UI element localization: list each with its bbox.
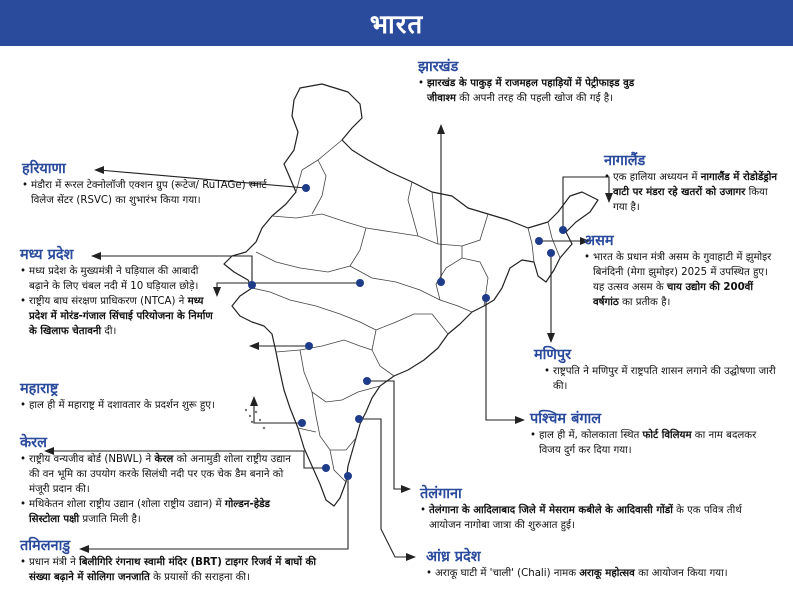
item-maharashtra-1 xyxy=(20,398,238,413)
marker-jharkhand xyxy=(437,278,445,286)
marker-andhra-pradesh xyxy=(355,415,363,423)
item-text: का प्रतीक है। xyxy=(618,297,671,308)
marker-maharashtra xyxy=(305,342,313,350)
item-madhya-pradesh-1 xyxy=(20,264,220,294)
item-bold: केरल xyxy=(154,454,174,465)
item-bold: गोल्डन-हेडेड सिस्टोला पक्षी xyxy=(29,499,271,525)
item-text: राष्ट्रीय बाघ संरक्षण प्राधिकरण (NTCA) ने xyxy=(29,296,188,307)
item-text: एक हालिया अध्ययन में xyxy=(613,172,701,183)
item-bold: फोर्ट विलियम xyxy=(642,430,692,441)
marker-haryana xyxy=(302,184,310,192)
callout-nagaland xyxy=(604,152,782,215)
callout-haryana xyxy=(22,160,268,208)
item-west-bengal-1 xyxy=(530,428,770,458)
item-text: राष्ट्रपति ने मणिपुर में राष्ट्रपति शासन लगाने की उद्घोषणा जारी की। xyxy=(553,366,776,392)
item-tamil-nadu-1 xyxy=(20,555,332,585)
region-name-west-bengal: पश्चिम बंगाल xyxy=(530,411,602,427)
region-name-manipur: मणिपुर xyxy=(534,347,572,363)
region-name-nagaland: नागालैंड xyxy=(604,153,646,169)
item-text: मंडौरा में रूरल टेक्नोलॉजी एक्शन ग्रुप (रूटेज/ RuTAGe) स्मार्ट विलेज सेंटर (RSVC) का शुभारंभ किया गया। xyxy=(31,180,267,206)
item-text: राष्ट्रीय वन्यजीव बोर्ड (NBWL) ने xyxy=(29,454,155,465)
item-assam-1 xyxy=(584,250,782,310)
item-text: के प्रयासों की सराहना की। xyxy=(149,572,250,583)
region-name-telangana: तेलंगाना xyxy=(420,486,462,502)
region-name-haryana: हरियाणा xyxy=(22,161,66,177)
item-text: मध्य प्रदेश के मुख्यमंत्री ने घड़ियाल की आबादी बढ़ाने के लिए चंबल नदी में 10 घड़ियाल छोड़े। xyxy=(29,266,199,292)
item-bold: मध्य प्रदेश में मोरंड-गंजाल सिंचाई परियोजना के निर्माण के खिलाफ चेतावनी xyxy=(29,296,213,337)
marker-kerala-2 xyxy=(322,464,330,472)
callout-jharkhand xyxy=(418,58,656,106)
item-bold: झारखंड के पाकुड़ में राजमहल पहाड़ियों में पेट्रीफाइड वुड जीवाश्म xyxy=(427,78,635,104)
marker-assam xyxy=(535,237,543,245)
item-telangana-1 xyxy=(420,503,770,533)
callout-madhya-pradesh xyxy=(20,246,220,339)
item-text: की अपनी तरह की पहली खोज की गई है। xyxy=(455,93,613,104)
callout-kerala xyxy=(20,434,302,527)
callout-manipur xyxy=(534,346,780,394)
item-text: हाल ही में, कोलकाता स्थित xyxy=(539,430,643,441)
item-text: दी। xyxy=(101,326,117,337)
lakshadweep-islands xyxy=(245,409,265,429)
item-text: हाल ही में महाराष्ट्र में दशावतार के प्रदर्शन शुरू हुए। xyxy=(29,400,215,411)
marker-madhya-pradesh-morand xyxy=(356,279,364,287)
region-name-maharashtra: महाराष्ट्र xyxy=(20,381,59,397)
callout-tamil-nadu xyxy=(20,537,332,585)
item-text: प्रजाति मिली है। xyxy=(79,514,141,525)
region-name-madhya-pradesh: मध्य प्रदेश xyxy=(20,247,74,263)
region-name-andhra-pradesh: आंध्र प्रदेश xyxy=(426,549,481,565)
item-bold: बिलीगिरि रंगनाथ स्वामी मंदिर (BRT) टाइगर रिजर्व में बाघों की संख्या बढ़ाने में सोलिगा जनजाति xyxy=(29,557,316,583)
callout-maharashtra xyxy=(20,380,238,413)
marker-west-bengal xyxy=(482,294,490,302)
marker-kerala-1 xyxy=(298,419,306,427)
item-text: को अनामुडी शोला राष्ट्रीय उद्यान की वन भूमि का उपयोग करके सिलंधी नदी पर एक चेक डैम बनाने को मंजूरी प्रदान की। xyxy=(29,454,291,495)
item-manipur-1 xyxy=(544,364,780,394)
item-text: का आयोजन किया गया। xyxy=(634,568,728,579)
callout-telangana xyxy=(420,485,770,533)
callout-andhra-pradesh xyxy=(426,548,756,581)
marker-telangana xyxy=(363,377,371,385)
item-andhra-pradesh-1 xyxy=(426,566,756,581)
item-kerala-1 xyxy=(20,452,302,497)
marker-madhya-pradesh-chambal xyxy=(248,281,256,289)
item-nagaland-1 xyxy=(604,170,782,215)
item-text: अराकू घाटी में 'चाली' (Chali) नामक xyxy=(435,568,580,579)
item-text: मथिकेतन शोला राष्ट्रीय उद्यान (शोला राष्ट्रीय उद्यान) में xyxy=(29,499,225,510)
item-bold: नागालैंड में रोडोडेंड्रोन वाटी पर मंडरा रहे खतरों को उजागर xyxy=(613,172,778,198)
marker-tamil-nadu xyxy=(344,472,352,480)
item-text: के एक पवित्र तीर्थ आयोजन नागोबा जात्रा की शुरुआत हुई। xyxy=(429,505,742,531)
item-text: प्रधान मंत्री ने xyxy=(29,557,80,568)
item-text: का नाम बदलकर विजय दुर्ग कर दिया गया। xyxy=(539,430,757,456)
item-bold: तेलंगाना के आदिलाबाद जिले में मेसराम कबीले के आदिवासी गोंडों xyxy=(429,505,673,516)
map-title: भारत xyxy=(369,10,424,40)
item-madhya-pradesh-2 xyxy=(20,294,220,339)
region-name-kerala: केरल xyxy=(20,435,47,451)
item-haryana-1 xyxy=(22,178,268,208)
marker-nagaland xyxy=(559,226,567,234)
region-name-tamil-nadu: तमिलनाडु xyxy=(20,538,71,554)
marker-manipur xyxy=(547,249,555,257)
item-bold: अराकू महोत्सव xyxy=(579,568,635,579)
callout-west-bengal xyxy=(530,410,770,458)
callout-assam xyxy=(584,232,782,310)
title-banner xyxy=(0,0,793,46)
item-bold: चाय उद्योग की 200वीं वर्षगांठ xyxy=(593,282,753,308)
region-name-jharkhand: झारखंड xyxy=(418,59,459,75)
item-text: किया गया है। xyxy=(613,187,768,213)
item-jharkhand-1 xyxy=(418,76,656,106)
item-text: भारत के प्रधान मंत्री असम के गुवाहाटी में झुमोइर बिनंदिनी (मेगा झुमोइर) 2025 में उपस्थित हुए। यह उत्सव असम के xyxy=(593,252,772,293)
item-kerala-2 xyxy=(20,497,302,527)
region-name-assam: असम xyxy=(584,233,614,249)
